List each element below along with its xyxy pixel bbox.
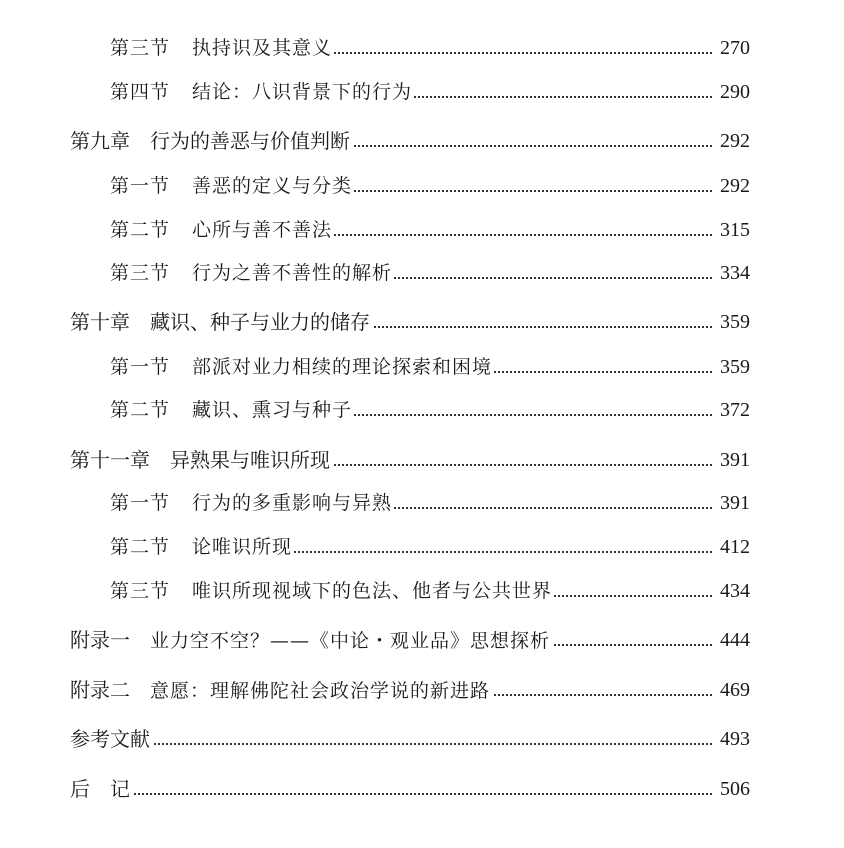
page-number: 290 bbox=[714, 77, 750, 107]
chapter-title: 后 记 bbox=[70, 777, 130, 801]
chapter-title: 参考文献 bbox=[70, 727, 150, 751]
toc-entry-label bbox=[110, 33, 334, 63]
section-title: 行为之善不善性的解析 bbox=[192, 262, 393, 284]
chapter-number: 第十章 bbox=[70, 310, 130, 334]
section-title: 唯识所现视域下的色法、他者与公共世界 bbox=[192, 580, 553, 602]
toc-entry-label bbox=[110, 576, 554, 606]
page-number: 469 bbox=[714, 675, 750, 705]
section-number: 第二节 bbox=[110, 399, 171, 421]
page-number: 292 bbox=[714, 126, 750, 156]
section-number: 第三节 bbox=[110, 37, 171, 59]
toc-entry bbox=[0, 395, 844, 425]
section-number: 第二节 bbox=[110, 219, 171, 241]
section-title: 藏识、熏习与种子 bbox=[192, 399, 353, 421]
section-title: 行为的多重影响与异熟 bbox=[192, 492, 393, 514]
toc-entry-label bbox=[110, 258, 394, 288]
toc-entry-label bbox=[70, 774, 132, 804]
toc-entry bbox=[0, 445, 844, 475]
toc-entry-label bbox=[110, 395, 354, 425]
section-title: 结论：八识背景下的行为 bbox=[192, 81, 413, 103]
chapter-title: 藏识、种子与业力的储存 bbox=[150, 310, 370, 334]
section-number: 第三节 bbox=[110, 262, 171, 284]
page-number: 412 bbox=[714, 532, 750, 562]
toc-entry bbox=[0, 352, 844, 382]
page-number: 359 bbox=[714, 352, 750, 382]
toc-entry-label bbox=[70, 675, 492, 706]
appendix-title: 意愿：理解佛陀社会政治学说的新进路 bbox=[150, 680, 491, 702]
chapter-number: 第十一章 bbox=[70, 448, 150, 472]
toc-entry bbox=[0, 576, 844, 606]
toc-entry bbox=[0, 774, 844, 804]
toc-entry-label bbox=[110, 171, 354, 201]
page-number: 372 bbox=[714, 395, 750, 425]
section-title: 善恶的定义与分类 bbox=[192, 175, 353, 197]
page-number: 493 bbox=[714, 724, 750, 754]
toc-entry bbox=[0, 488, 844, 518]
appendix-number: 附录一 bbox=[70, 628, 130, 652]
toc-entry bbox=[0, 215, 844, 245]
toc-entry-label bbox=[70, 724, 152, 754]
toc-entry bbox=[0, 532, 844, 562]
page-number: 315 bbox=[714, 215, 750, 245]
section-number: 第四节 bbox=[110, 81, 171, 103]
toc-entry-label bbox=[70, 445, 332, 475]
page-number: 292 bbox=[714, 171, 750, 201]
toc-entry-label bbox=[70, 126, 352, 156]
section-title: 部派对业力相续的理论探索和困境 bbox=[192, 356, 493, 378]
toc-entry-label bbox=[110, 488, 394, 518]
dot-leader bbox=[70, 743, 744, 745]
dot-leader bbox=[70, 793, 744, 795]
toc-entry-label bbox=[110, 532, 294, 562]
page-number: 334 bbox=[714, 258, 750, 288]
section-title: 执持识及其意义 bbox=[192, 37, 333, 59]
toc-entry-label bbox=[70, 625, 552, 656]
section-number: 第一节 bbox=[110, 175, 171, 197]
toc-entry-label bbox=[110, 352, 494, 382]
appendix-title: 业力空不空？——《中论・观业品》思想探析 bbox=[150, 630, 551, 652]
chapter-title: 行为的善恶与价值判断 bbox=[150, 129, 350, 153]
page-number: 434 bbox=[714, 576, 750, 606]
section-number: 第三节 bbox=[110, 580, 171, 602]
chapter-title: 异熟果与唯识所现 bbox=[170, 448, 330, 472]
toc-entry bbox=[0, 307, 844, 337]
page-number: 359 bbox=[714, 307, 750, 337]
toc-entry bbox=[0, 171, 844, 201]
page-number: 391 bbox=[714, 445, 750, 475]
page-number: 506 bbox=[714, 774, 750, 804]
toc-entry bbox=[0, 33, 844, 63]
chapter-number: 第九章 bbox=[70, 129, 130, 153]
toc-entry bbox=[0, 625, 844, 655]
toc-entry-label bbox=[70, 307, 372, 337]
section-number: 第一节 bbox=[110, 492, 171, 514]
section-title: 心所与善不善法 bbox=[192, 219, 333, 241]
toc-entry bbox=[0, 675, 844, 705]
toc-entry bbox=[0, 258, 844, 288]
toc-entry bbox=[0, 77, 844, 107]
toc-entry bbox=[0, 724, 844, 754]
toc-entry bbox=[0, 126, 844, 156]
section-title: 论唯识所现 bbox=[192, 536, 293, 558]
toc-entry-label bbox=[110, 215, 334, 245]
page-number: 391 bbox=[714, 488, 750, 518]
page-number: 444 bbox=[714, 625, 750, 655]
appendix-number: 附录二 bbox=[70, 678, 130, 702]
page-number: 270 bbox=[714, 33, 750, 63]
toc-entry-label bbox=[110, 77, 414, 107]
section-number: 第一节 bbox=[110, 356, 171, 378]
section-number: 第二节 bbox=[110, 536, 171, 558]
